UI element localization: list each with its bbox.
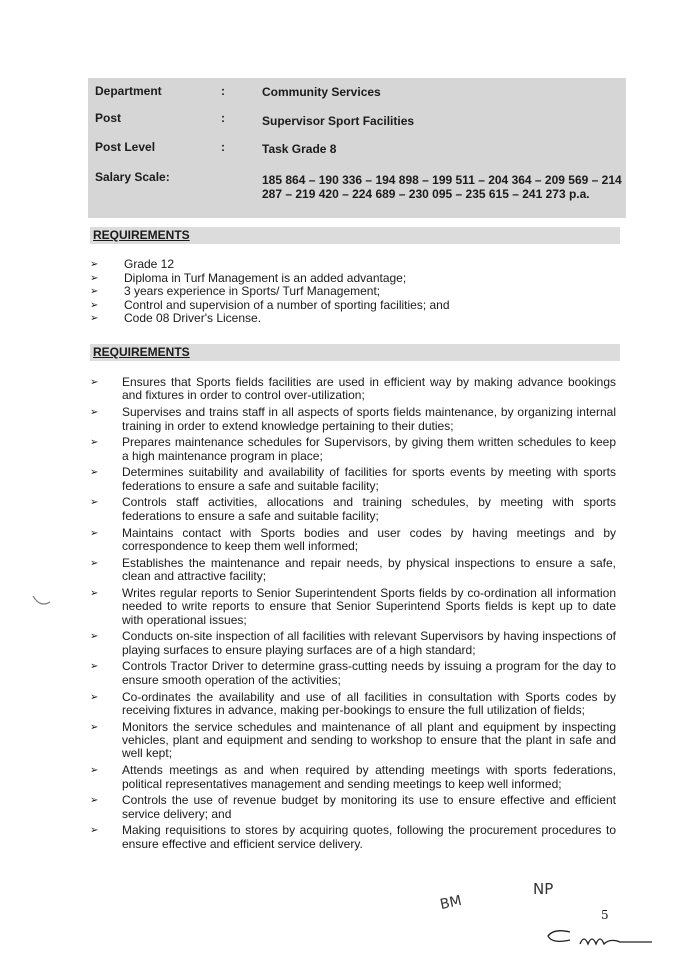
section-heading-text: REQUIREMENTS (93, 345, 190, 359)
list-item-text: Determines suitability and availability of facilities for sports events by meeting with sports federations to ensure a safe and suitable facility; (122, 465, 616, 493)
list-item (90, 691, 616, 718)
list-item-text: Co-ordinates the availability and use of all facilities in consultation with Sports codes by receiving fixtures in advance, making per-bookings to ensure the full utilization of fields; (122, 689, 616, 717)
arrow-bullet-icon: ➢ (90, 467, 99, 479)
list-item (90, 630, 616, 657)
list-item-text: Grade 12 (124, 257, 175, 271)
arrow-bullet-icon: ➢ (90, 259, 99, 270)
list-item-text: 3 years experience in Sports/ Turf Management; (124, 284, 381, 299)
arrow-bullet-icon: ➢ (90, 691, 99, 703)
section-heading-duties (90, 344, 620, 361)
list-item-text: Diploma in Turf Management is an added advantage; (124, 270, 407, 285)
arrow-bullet-icon: ➢ (90, 407, 99, 419)
arrow-bullet-icon: ➢ (90, 631, 99, 643)
list-item (90, 824, 616, 851)
list-item-text: Controls the use of revenue budget by monitoring its use to ensure effective and efficient service delivery; and (122, 793, 616, 821)
arrow-bullet-icon: ➢ (90, 286, 99, 298)
list-item (90, 527, 616, 554)
info-value: 185 864 – 190 336 – 194 898 – 199 511 – 204 364 – 209 569 – 214 287 – 219 420 – 224 689 – 230 095 – 235 615 – 241 273 p.a. (262, 173, 622, 201)
signature-icon (540, 922, 660, 952)
list-item (90, 312, 450, 326)
info-colon: : (221, 111, 225, 125)
section-heading-requirements (90, 227, 620, 244)
section-heading-text: REQUIREMENTS (93, 228, 190, 242)
info-value: Supervisor Sport Facilities (262, 114, 415, 128)
post-details-table (88, 78, 626, 218)
margin-mark-icon (30, 590, 54, 614)
list-item (90, 406, 616, 433)
info-colon: : (221, 84, 225, 98)
list-item-text: Making requisitions to stores by acquiring quotes, following the procurement procedures to ensure effective and efficient service delivery. (122, 823, 616, 851)
list-item (90, 376, 616, 403)
list-item (90, 272, 450, 286)
arrow-bullet-icon: ➢ (90, 299, 99, 311)
list-item (90, 285, 450, 299)
list-item (90, 299, 450, 313)
info-label: Post (95, 111, 122, 125)
list-item (90, 258, 450, 272)
list-item-text: Attends meetings as and when required by attending meetings with sports federations, political representatives management and sending meetings to keep well informed; (122, 763, 616, 791)
list-item-text: Controls Tractor Driver to determine grass-cutting needs by issuing a program for the day to ensure smooth operation of the activities; (122, 659, 616, 687)
list-item-text: Supervises and trains staff in all aspects of sports fields maintenance, by organizing internal training in order to extend knowledge pertaining to their duties; (122, 405, 616, 433)
list-item (90, 660, 616, 687)
list-item (90, 587, 616, 627)
info-label: Salary Scale: (95, 170, 170, 184)
arrow-bullet-icon: ➢ (90, 527, 99, 539)
list-item-text: Conducts on-site inspection of all facilities with relevant Supervisors by having inspections of playing surfaces to ensure playing surfaces are of a high standard; (122, 629, 616, 657)
page-number: 5 (601, 908, 609, 922)
info-value: Task Grade 8 (262, 142, 337, 156)
list-item (90, 466, 616, 493)
arrow-bullet-icon: ➢ (90, 795, 99, 807)
list-item (90, 721, 616, 761)
list-item (90, 794, 616, 821)
list-item (90, 496, 616, 523)
list-item-text: Prepares maintenance schedules for Supervisors, by giving them written schedules to keep a high maintenance program in place; (122, 435, 616, 463)
arrow-bullet-icon: ➢ (90, 497, 99, 509)
requirements-list (90, 258, 450, 326)
arrow-bullet-icon: ➢ (90, 765, 99, 777)
list-item-text: Maintains contact with Sports bodies and user codes by having meetings and by correspondence to keep them well informed; (122, 525, 616, 553)
arrow-bullet-icon: ➢ (90, 437, 99, 449)
arrow-bullet-icon: ➢ (90, 557, 99, 569)
handwritten-initials-bm: BM (438, 892, 464, 914)
list-item-text: Monitors the service schedules and maintenance of all plant and equipment by inspecting vehicles, plant and equipment and sending to workshop to ensure that the plant in safe and well kept; (122, 719, 616, 761)
info-label: Department (95, 84, 162, 98)
list-item-text: Writes regular reports to Senior Superintendent Sports fields by co-ordination all information needed to write reports to ensure that Senior Superintend Sports fields is kept up to date with operational issues; (122, 585, 616, 627)
list-item-text: Ensures that Sports fields facilities are used in efficient way by making advance bookings and fixtures in order to control over-utilization; (122, 375, 616, 403)
arrow-bullet-icon: ➢ (90, 661, 99, 673)
list-item-text: Controls staff activities, allocations and training schedules, by meeting with sports federations to ensure a safe and suitable facility; (122, 495, 616, 523)
arrow-bullet-icon: ➢ (90, 377, 99, 388)
list-item (90, 436, 616, 463)
handwritten-initials-np: NP (533, 880, 554, 898)
list-item-text: Control and supervision of a number of sporting facilities; and (124, 297, 450, 312)
duties-list (90, 376, 616, 854)
info-label: Post Level (95, 140, 156, 154)
list-item-text: Establishes the maintenance and repair needs, by physical inspections to ensure a safe, clean and attractive facility; (122, 555, 616, 584)
arrow-bullet-icon: ➢ (90, 721, 99, 733)
arrow-bullet-icon: ➢ (90, 272, 99, 284)
list-item (90, 557, 616, 584)
arrow-bullet-icon: ➢ (90, 313, 99, 325)
arrow-bullet-icon: ➢ (90, 825, 99, 837)
list-item-text: Code 08 Driver's License. (124, 311, 262, 326)
info-value: Community Services (262, 85, 381, 99)
list-item (90, 764, 616, 791)
info-colon: : (221, 140, 225, 154)
arrow-bullet-icon: ➢ (90, 587, 99, 599)
